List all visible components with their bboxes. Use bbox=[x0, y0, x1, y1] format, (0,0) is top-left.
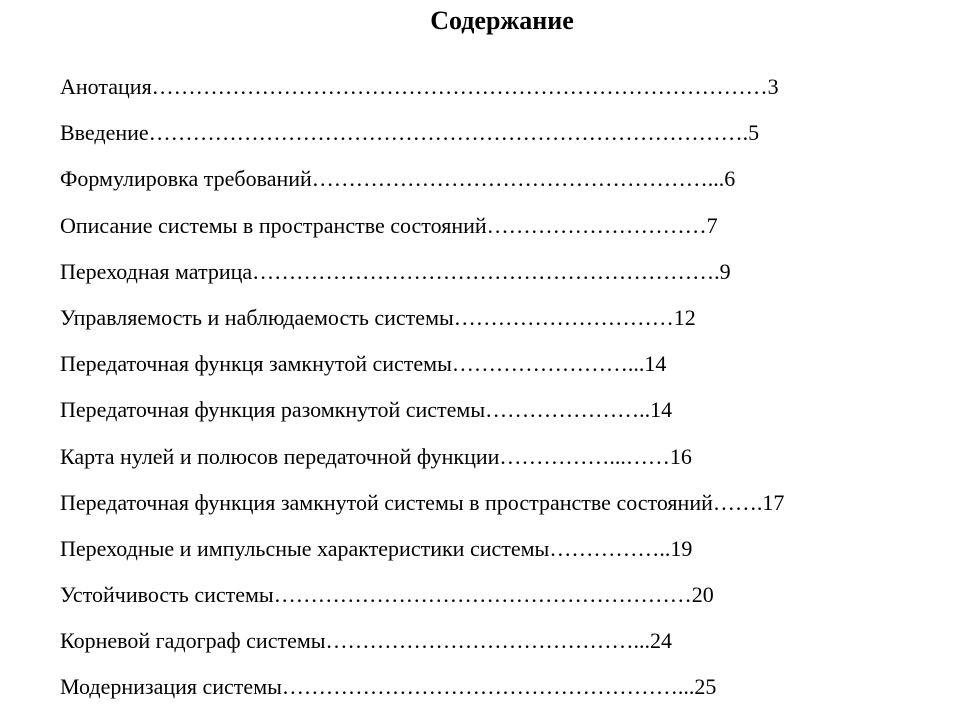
toc-entry-text: Переходные и импульсные характеристики системы……………..19 bbox=[60, 535, 693, 561]
toc-entry bbox=[60, 301, 940, 347]
toc-entry bbox=[60, 624, 940, 670]
toc-entry bbox=[60, 670, 940, 716]
toc-entry-text: Карта нулей и полюсов передаточной функции……………...……16 bbox=[60, 443, 692, 469]
toc-entry-text: Анотация…………………………………………………………………………3 bbox=[60, 74, 779, 99]
toc-entry bbox=[60, 209, 940, 255]
toc-entry-text: Переходная матрица……………………………………………………….9 bbox=[60, 258, 731, 284]
toc-entry bbox=[60, 116, 940, 162]
toc-entry bbox=[60, 440, 940, 486]
toc-entry bbox=[60, 393, 940, 439]
toc-entry bbox=[60, 255, 940, 301]
toc-entry bbox=[60, 70, 940, 116]
toc-entry-text: Формулировка требований………………………………………………...6 bbox=[60, 166, 736, 192]
toc-entry bbox=[60, 162, 940, 208]
toc-entry-text: Модернизация системы………………………………………………...25 bbox=[60, 674, 717, 700]
toc-entry-text: Передаточная функця замкнутой системы……………………...14 bbox=[60, 351, 667, 377]
toc-entry bbox=[60, 532, 940, 578]
toc-entry-text: Передаточная функция разомкнутой системы…………………..14 bbox=[60, 397, 673, 423]
toc-entry bbox=[60, 347, 940, 393]
toc-entry bbox=[60, 486, 940, 532]
toc-entry-text: Управляемость и наблюдаемость системы…………………………12 bbox=[60, 304, 696, 330]
page-title: Содержание bbox=[430, 6, 574, 35]
toc-entry-text: Передаточная функция замкнутой системы в пространстве состояний…….17 bbox=[60, 489, 785, 515]
toc-entry-text: Устойчивость системы…………………………………………………20 bbox=[60, 582, 714, 608]
toc-entry-text: Введение……………………………………………………………………….5 bbox=[60, 120, 760, 146]
toc-entry bbox=[60, 578, 940, 624]
toc-list bbox=[60, 70, 940, 717]
toc-entry-text: Корневой гадограф системы……………………………………...24 bbox=[60, 628, 673, 654]
toc-entry-text: Описание системы в пространстве состояний…………………………7 bbox=[60, 212, 718, 238]
